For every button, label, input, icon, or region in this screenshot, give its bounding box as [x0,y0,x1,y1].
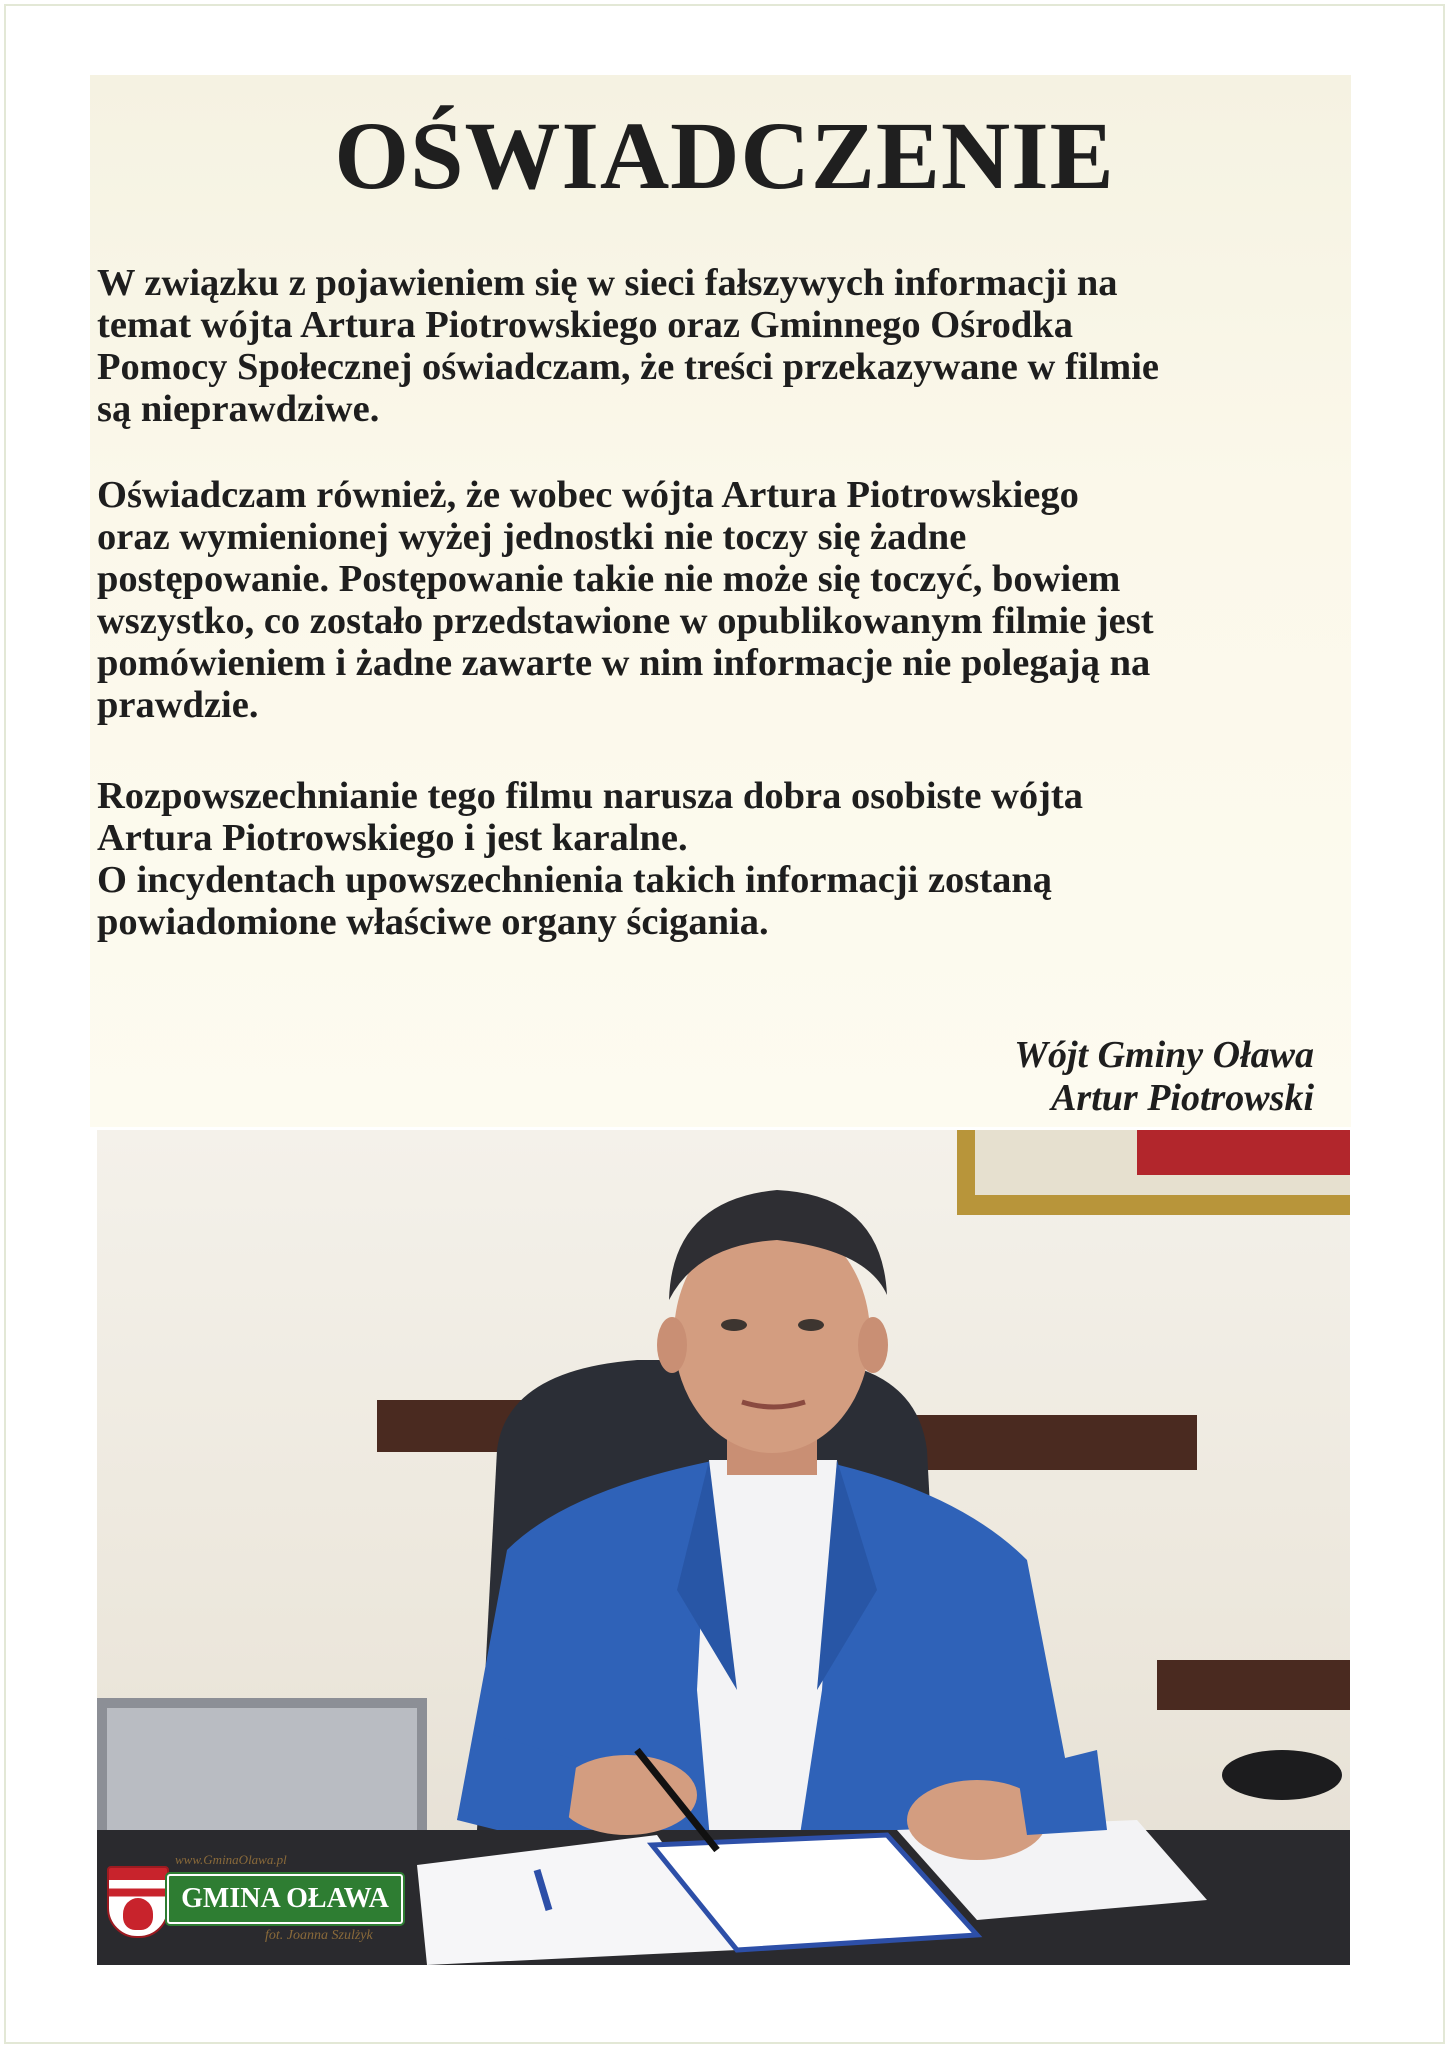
page-title: OŚWIADCZENIE [334,102,1115,209]
photo-credit: fot. Joanna Szulżyk [265,1928,373,1943]
gmina-olawa-logo [107,1852,407,1952]
logo-url: www.GminaOlawa.pl [175,1852,287,1867]
paragraph-4: O incydentach upowszechnienia takich informacji zostaną powiadomione właściwe organy ścigania. [97,859,1053,943]
photo-illustration [97,1130,1350,1965]
official-photo [97,1130,1350,1965]
paragraph-1: W związku z pojawieniem się w sieci fałszywych informacji na temat wójta Artura Piotrowskiego oraz Gminnego Ośrodka Pomocy Społecznej oświadczam, że treści przekazywane w filmie są nieprawdziwe. [97,262,1160,430]
coat-of-arms-icon [107,1866,169,1938]
signature-title: Wójt Gminy Oława [1014,1034,1314,1076]
glasses-case [1222,1750,1342,1800]
logo-name: GMINA OŁAWA [167,1874,403,1924]
paragraph-3: Rozpowszechnianie tego filmu narusza dobra osobiste wójta Artura Piotrowskiego i jest karalne. [97,775,1083,859]
paragraph-2: Oświadczam również, że wobec wójta Artura Piotrowskiego oraz wymienionej wyżej jednostki nie toczy się żadne postępowanie. Postępowanie takie nie może się toczyć, bowiem wszystko, co zostało przedstawione w opublikowanym filmie jest pomówieniem i żadne zawarte w nim informacje nie polegają na prawdzie. [97,474,1154,726]
signature-name: Artur Piotrowski [1051,1077,1314,1119]
